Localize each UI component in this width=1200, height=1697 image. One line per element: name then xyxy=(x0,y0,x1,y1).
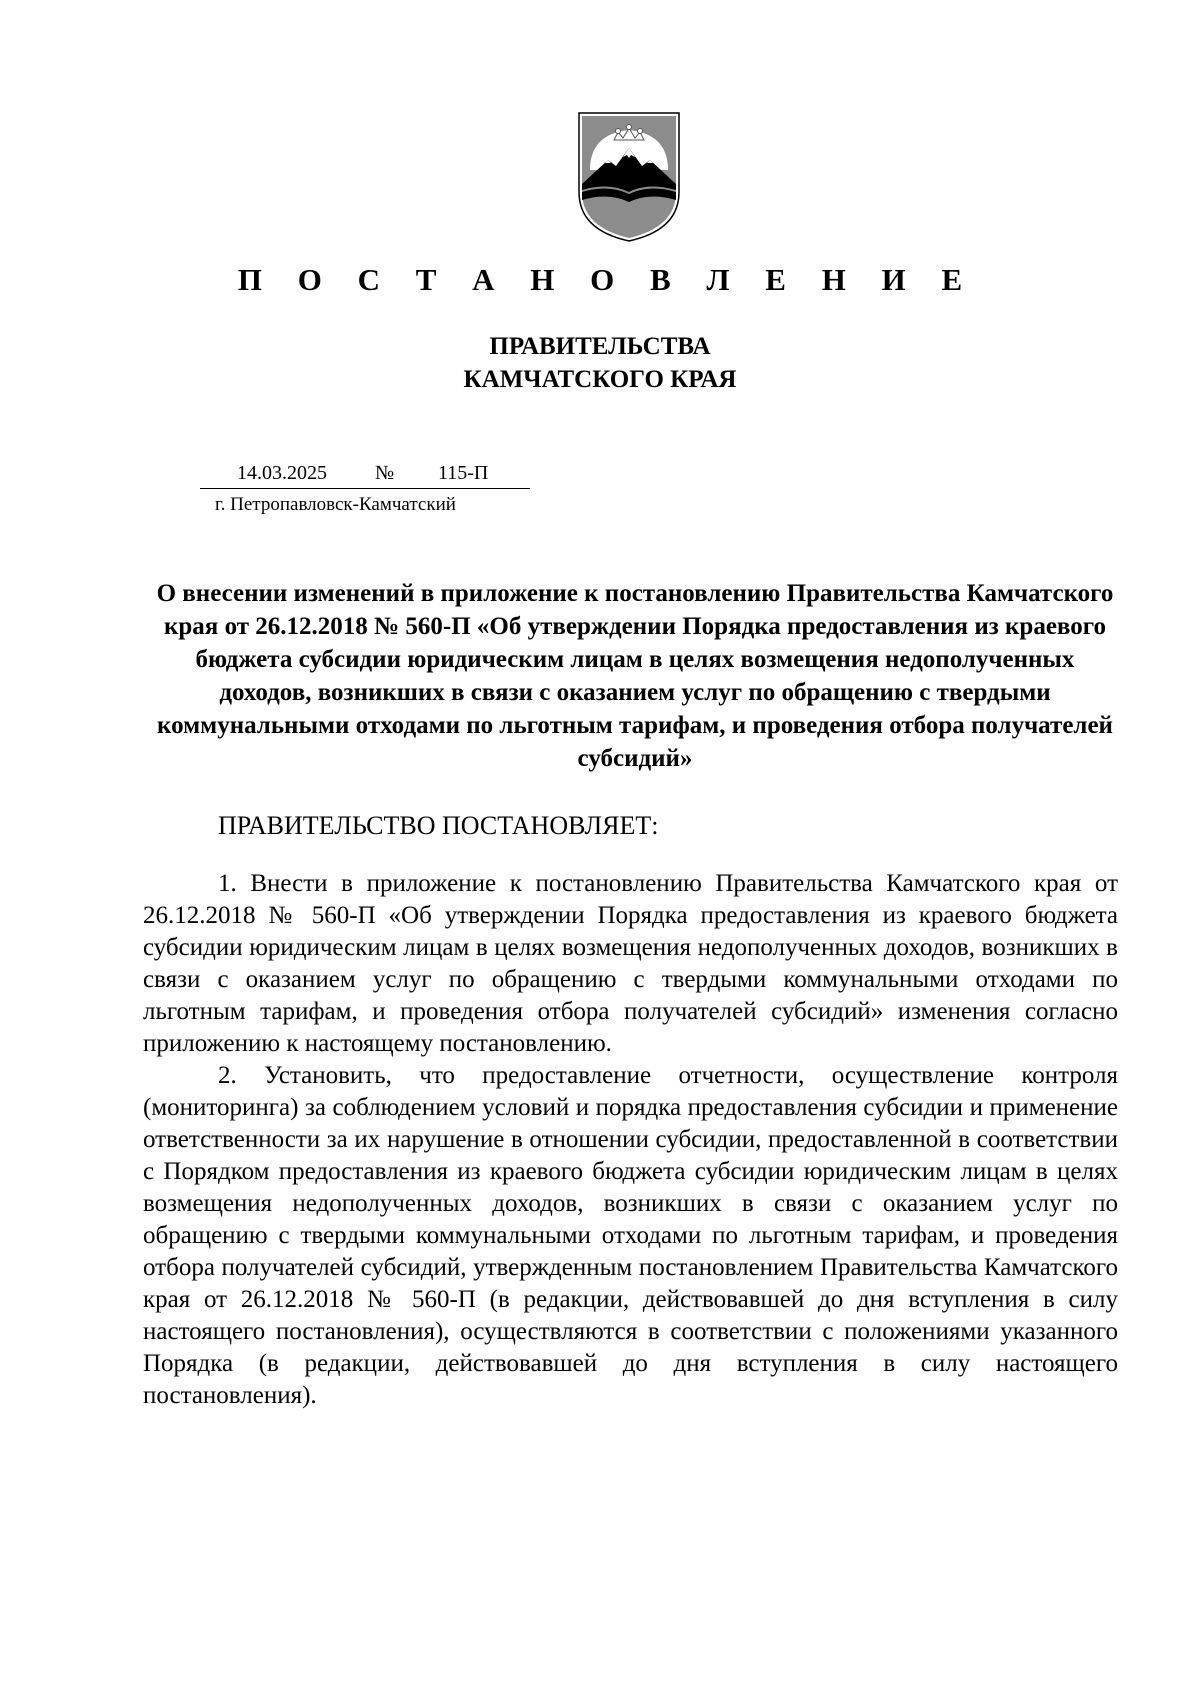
document-place: г. Петропавловск-Камчатский xyxy=(215,494,456,515)
issuer-line-1: ПРАВИТЕЛЬСТВА xyxy=(489,333,711,360)
document-type-title: П О С Т А Н О В Л Е Н И Е xyxy=(237,262,977,297)
paragraph-2: 2. Установить, что предоставление отчетности, осуществление контроля (мониторинга) за соблюдением условий и порядка предоставления субсидии и применение ответственности за их нарушение в отношении субсидии, предоставленной в соответствии с Порядком предоставления из краевого бюджета субсидии юридическим лицам в целях возмещения недополученных доходов, возникших в связи с оказанием услуг по обращению с твердыми коммунальными отходами по льготным тарифам, и проведения отбора получателей субсидий, утвержденным постановлением Правительства Камчатского края от 26.12.2018 № 560-П (в редакции, действовавшей до дня вступления в силу настоящего постановления), осуществляются в соответствии с положениями указанного Порядка (в редакции, действовавшей до дня вступления в силу настоящего постановления). xyxy=(143,1062,1118,1409)
kamchatka-coat-of-arms-icon xyxy=(578,112,680,242)
issuer-line-2: КАМЧАТСКОГО КРАЯ xyxy=(463,366,737,393)
issuer-block xyxy=(0,330,1200,396)
document-body xyxy=(143,868,1118,1412)
document-subject: О внесении изменений в приложение к постановлению Правительства Камчатского края от 26.12.2018 № 560-П «Об утверждении Порядка предоставления из краевого бюджета субсидии юридическим лицам в целях возмещения недополученных доходов, возникших в связи с оказанием услуг по обращению с твердыми коммунальными отходами по льготным тарифам, и проведения отбора получателей субсидий» xyxy=(156,580,1114,772)
document-number: 115-П xyxy=(438,462,489,484)
paragraph-1: 1. Внести в приложение к постановлению Правительства Камчатского края от 26.12.2018 № 560-П «Об утверждении Порядка предоставления из краевого бюджета субсидии юридическим лицам в целях возмещения недополученных доходов, возникших в связи с оказанием услуг по обращению с твердыми коммунальными отходами по льготным тарифам, и проведения отбора получателей субсидий» изменения согласно приложению к настоящему постановлению. xyxy=(143,870,1118,1057)
resolves-heading: ПРАВИТЕЛЬСТВО ПОСТАНОВЛЯЕТ: xyxy=(218,811,659,840)
number-sign: № xyxy=(375,462,395,484)
registration-line xyxy=(200,462,530,489)
document-date: 14.03.2025 xyxy=(237,462,327,484)
